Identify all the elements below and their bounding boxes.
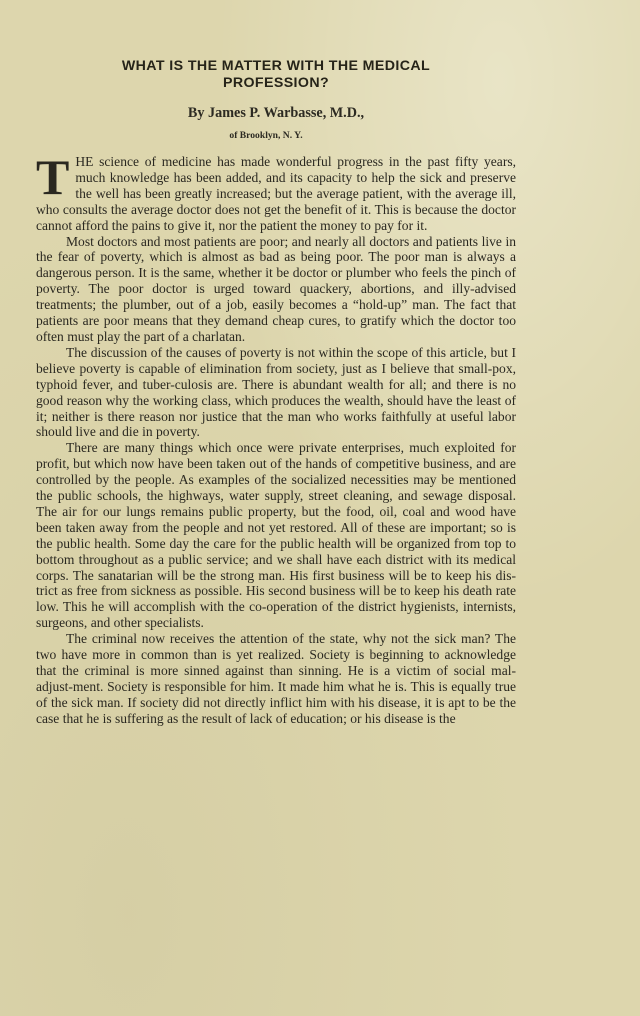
author-byline: By James P. Warbasse, M.D., <box>187 105 365 121</box>
paragraph-5: The criminal now receives the attention of the state, why not the sick man? The two have more in common than is yet realized. Society is beginning to acknowledge that the criminal is more sinned against than sinning. He is a victim of social mal-adjust-ment. Society is responsible for him. It made him what he is. This is equally true of the sick man. If society did not directly inflict him with his disease, it is apt to be the case that he is suffering as the result of lack of education; or his disease is the <box>36 631 516 726</box>
document-page <box>36 58 516 727</box>
article-body <box>36 149 516 727</box>
paragraph-4: There are many things which once were private enterprises, much exploited for profit, but which now have been taken out of the hands of competitive business, and are controlled by the people. As examples of the socialized necessities may be mentioned the public schools, the highways, water supply, street cleaning, and sewage disposal. The air for our lungs remains public property, but the food, oil, coal and wood have been taken away from the people and not yet restored. All of these are important; so is the public health. Some day the care for the public health will be organized from top to bottom throughout as a public service; and we shall have each district with its medical corps. The sanatarian will be the strong man. His first business will be to keep his dis-trict as free from sickness as possible. His second business will be to keep his death rate low. This he will accomplish with the co-operation of the district hygienists, internists, surgeons, and other specialists. <box>36 440 516 631</box>
article-title <box>36 58 516 92</box>
paragraph-1 <box>36 149 516 234</box>
paragraph-2: Most doctors and most patients are poor; and nearly all doctors and patients live in the fear of poverty, which is almost as bad as being poor. The poor man is always a dangerous person. It is the same, whether it be doctor or plumber who feels the pinch of poverty. The poor doctor is urged toward quackery, abortions, and illy-advised treatments; the plumber, out of a job, easily becomes a “hold-up” man. The fact that patients are poor means that they demand cheap cures, to gratify which the doctor too often must play the part of a charlatan. <box>36 233 516 344</box>
author-affiliation: of Brooklyn, N. Y. <box>229 130 303 141</box>
paragraph-3: The discussion of the causes of poverty is not within the scope of this article, but I believe poverty is capable of elimination from society, just as I believe that small-pox, typhoid fever, and tuber-culosis are. There is abundant wealth for all; and there is no good reason why the working class, which produces the wealth, should have the least of it; neither is there reason nor justice that the man who works faithfully at useful labor should live and die in poverty. <box>36 344 516 440</box>
article-title-line-1: WHAT IS THE MATTER WITH THE MEDICAL <box>121 58 431 74</box>
article-title-line-2: PROFESSION? <box>222 75 330 91</box>
paragraph-1-text: HE science of medicine has made wonderful progress in the past fifty years, much knowledge has been added, and its capacity to help the sick and preserve the well has been greatly increased; but the average patient, with the average ill, who consults the average doctor does not get the benefit of it. This is because the doctor cannot afford the pains to give it, nor the patient the money to pay for it. <box>36 154 516 233</box>
drop-cap: T <box>36 149 70 205</box>
